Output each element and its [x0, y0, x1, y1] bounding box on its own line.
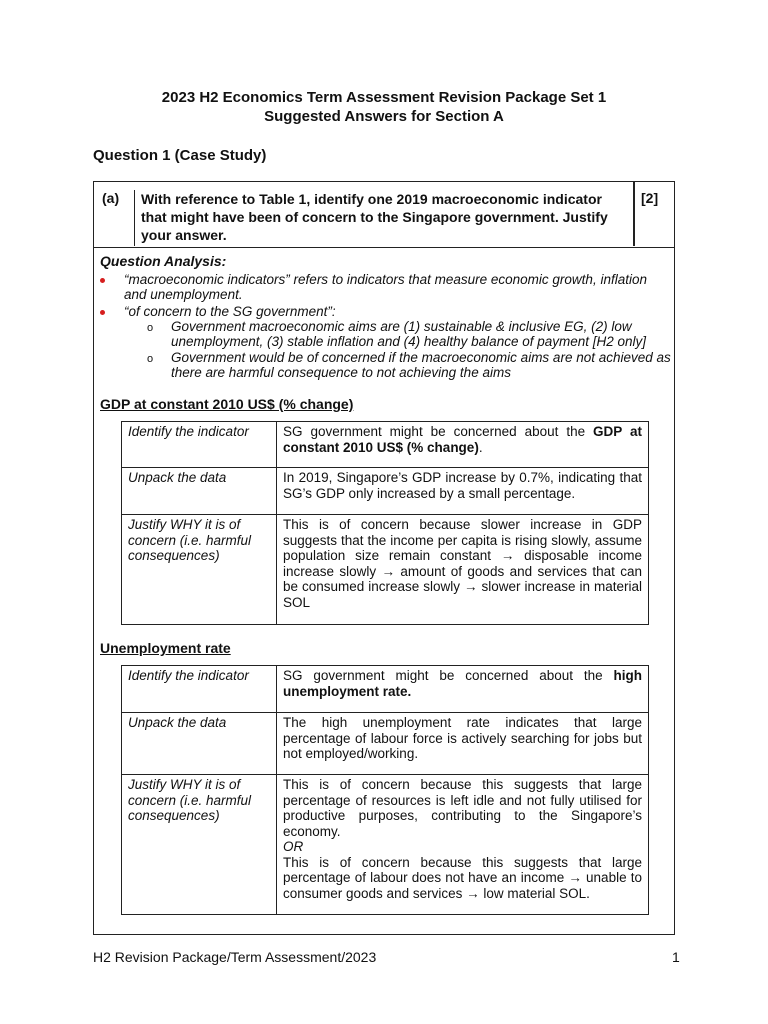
table-row: [122, 775, 649, 915]
question-label: (a): [102, 190, 120, 206]
unemp-identify-label: Identify the indicator: [122, 666, 277, 713]
table-row: [122, 515, 649, 625]
page-subtitle: Suggested Answers for Section A: [264, 108, 504, 125]
table-row: [122, 666, 649, 713]
analysis-bullet-1-text: “macroeconomic indicators” refers to indicators that measure economic growth, inflation and unemployment.: [124, 272, 647, 302]
analysis-sub-1-text: Government macroeconomic aims are (1) sustainable & inclusive EG, (2) low unemployment, (3) stable inflation and (4) healthy balance of payment [H2 only]: [171, 319, 647, 349]
question-heading: Question 1 (Case Study): [93, 147, 267, 164]
footer-text: H2 Revision Package/Term Assessment/2023: [93, 949, 377, 965]
gdp-identify-text: [277, 422, 649, 468]
gdp-identify-label: Identify the indicator: [122, 422, 277, 468]
page-number: 1: [672, 949, 680, 965]
unemp-unpack-text: The high unemployment rate indicates that large percentage of labour force is actively searching for jobs but not employed/working.: [277, 713, 649, 775]
circle-bullet-icon: o: [147, 322, 154, 334]
table-row: [122, 468, 649, 515]
analysis-title: Question Analysis:: [100, 253, 227, 269]
page-title: 2023 H2 Economics Term Assessment Revision Package Set 1: [161, 89, 607, 106]
gdp-justify-text: This is of concern because slower increase in GDP suggests that the income per capita is rising slowly, assume population size remain constant → disposable income increase slowly → amount of goods and services that can be consumed increase slowly → slower increase in material SOL: [277, 515, 649, 625]
analysis-bullet-2-text: “of concern to the SG government”:: [124, 304, 336, 319]
question-marks: [2]: [633, 182, 674, 246]
bullet-dot-icon: [100, 278, 105, 283]
gdp-identify-text-a: SG government might be concerned about the: [283, 424, 594, 439]
unemp-justify-text-2: This is of concern because this suggests that large percentage of labour does not have an income → unable to consumer goods and services → low material SOL.: [283, 854, 642, 901]
question-row: [94, 182, 674, 248]
table-row: [122, 713, 649, 775]
unemployment-table: [121, 665, 649, 915]
gdp-justify-label: Justify WHY it is of concern (i.e. harmful consequences): [122, 515, 277, 625]
unemp-unpack-label: Unpack the data: [122, 713, 277, 775]
unemp-justify-or: OR: [283, 839, 304, 854]
gdp-table: [121, 421, 649, 625]
unemp-identify-text-bold: high unemployment rate.: [283, 668, 642, 699]
unemp-identify-text-a: SG government might be concerned about the: [283, 668, 614, 683]
circle-bullet-icon: o: [147, 353, 154, 365]
gdp-identify-text-c: .: [478, 439, 483, 455]
analysis-sub-2-text: Government would be of concerned if the macroeconomic aims are not achieved as there are harmful consequence to not achieving the aims: [171, 350, 671, 380]
unemp-identify-text: [277, 666, 649, 713]
unemployment-section-heading: Unemployment rate: [100, 640, 231, 656]
bullet-dot-icon: [100, 310, 105, 315]
unemp-justify-label: Justify WHY it is of concern (i.e. harmful consequences): [122, 775, 277, 915]
gdp-unpack-text: In 2019, Singapore’s GDP increase by 0.7%, indicating that SG’s GDP only increased by a small percentage.: [277, 468, 649, 515]
unemp-justify-text: [277, 775, 649, 915]
gdp-identify-text-bold: GDP at constant 2010 US$ (% change): [283, 424, 642, 455]
question-text: With reference to Table 1, identify one 2019 macroeconomic indicator that might have been of concern to the Singapore government. Justify your answer.: [134, 190, 624, 246]
table-row: [122, 422, 649, 468]
unemp-justify-text-1: This is of concern because this suggests that large percentage of resources is left idle and not fully utilised for productive purposes, contributing to the Singapore’s economy.: [283, 777, 642, 839]
gdp-section-heading: GDP at constant 2010 US$ (% change): [100, 396, 354, 412]
gdp-unpack-label: Unpack the data: [122, 468, 277, 515]
